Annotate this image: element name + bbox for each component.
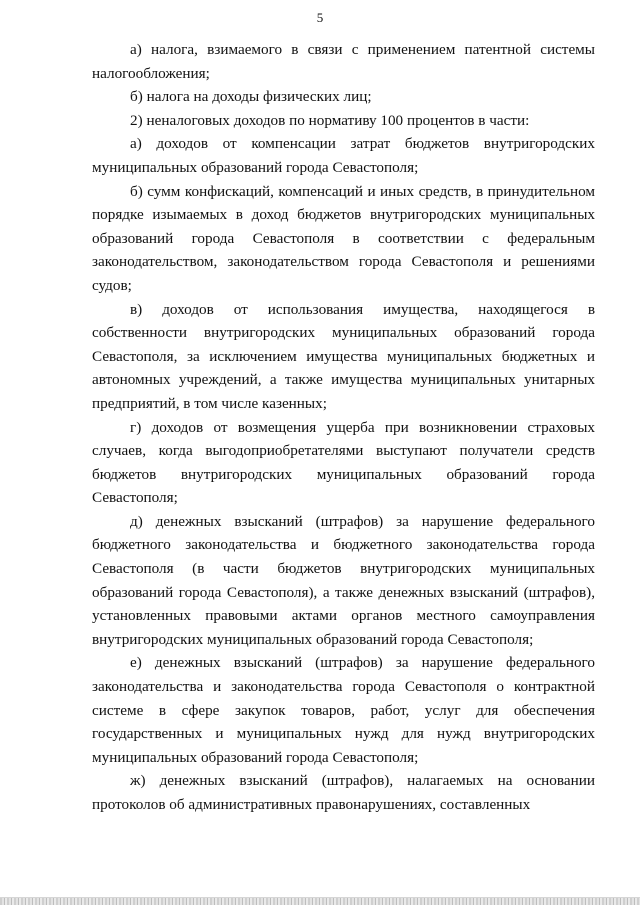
paragraph-confiscations: б) сумм конфискаций, компенсаций и иных средств, в принудительном порядке изымаемых в доход бюджетов внутригородских муниципальных образований города Севастополя в соответствии с федеральным законодательством, законодательством города Севастополя и решениями судов; xyxy=(92,182,595,294)
paragraph-property-use: в) доходов от использования имущества, находящегося в собственности внутригородских муниципальных образований города Севастополя, за исключением имущества муниципальных бюджетных и автономных учреждений, а также имущества муниципальных унитарных предприятий, в том числе казенных; xyxy=(92,300,595,412)
paragraph-non-tax-revenue: 2) неналоговых доходов по нормативу 100 процентов в части: xyxy=(130,111,530,129)
paragraph-income-tax: б) налога на доходы физических лиц; xyxy=(130,88,372,106)
paragraph-damage-compensation: г) доходов от возмещения ущерба при возникновении страховых случаев, когда выгодоприобретателями выступают получатели средств бюджетов внутригородских муниципальных образований города Севастополя; xyxy=(92,418,595,507)
paragraph-procurement-fines: е) денежных взысканий (штрафов) за нарушение федерального законодательства и законодательства города Севастополя о контрактной системе в сфере закупок товаров, работ, услуг для обеспечения государственных и муниципальных нужд для нужд внутригородских муниципальных образований города Севастополя; xyxy=(92,654,595,766)
page-number: 5 xyxy=(316,10,324,25)
scan-edge-strip xyxy=(0,897,640,905)
paragraph-budget-fines: д) денежных взысканий (штрафов) за нарушение федерального бюджетного законодательства и бюджетного законодательства города Севастополя (в части бюджетов внутригородских муниципальных образований города Севастополя), а также денежных взысканий (штрафов), установленных правовыми актами органов местного самоуправления внутригородских муниципальных образований города Севастополя; xyxy=(92,512,595,648)
paragraph-administrative-fines: ж) денежных взысканий (штрафов), налагаемых на основании протоколов об административных правонарушениях, составленных xyxy=(92,772,595,813)
paragraph-tax-patent: а) налога, взимаемого в связи с применением патентной системы налогообложения; xyxy=(92,41,595,82)
document-body xyxy=(92,38,595,817)
paragraph-cost-compensation: а) доходов от компенсации затрат бюджетов внутригородских муниципальных образований города Севастополя; xyxy=(92,135,595,176)
